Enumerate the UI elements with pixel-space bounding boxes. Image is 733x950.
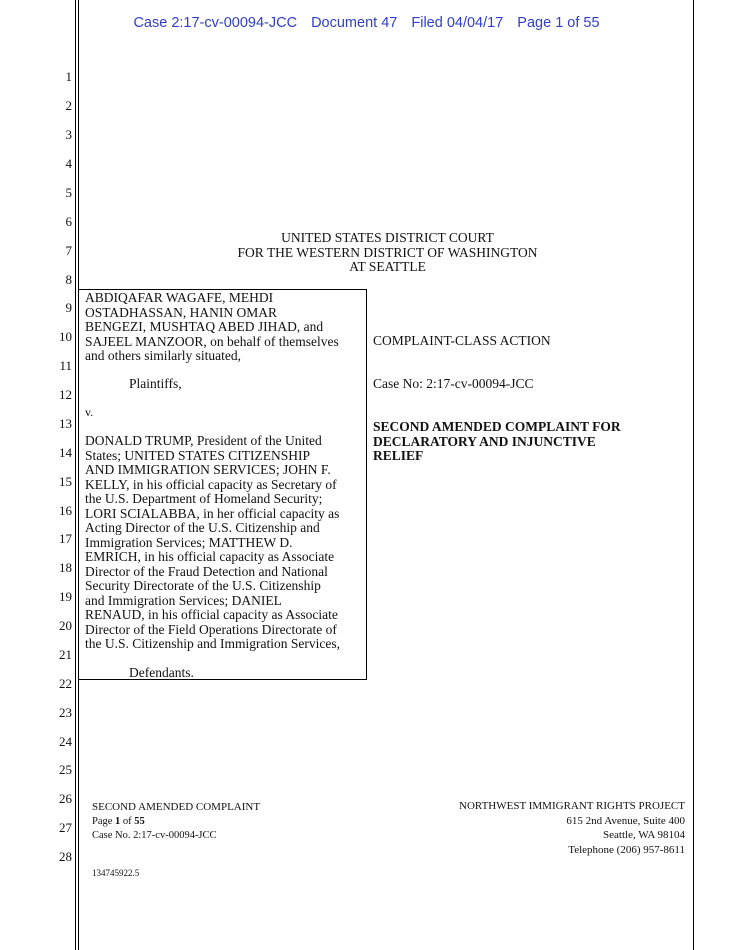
court-heading [150,231,625,275]
court-line-3: AT SEATTLE [349,259,426,274]
line-number: 14 [59,445,72,460]
line-number: 19 [59,589,72,604]
filing-header [0,15,733,31]
court-line-2: FOR THE WESTERN DISTRICT OF WASHINGTON [237,244,538,260]
defendants-line: LORI SCIALABBA, in her official capacity as [85,505,340,521]
line-number: 16 [59,503,72,518]
defendants-line: AND IMMIGRATION SERVICES; JOHN F. [85,462,331,477]
defendants-label: Defendants. [129,665,194,680]
plaintiffs-line: BENGEZI, MUSHTAQ ABED JIHAD, and [85,319,324,334]
line-number: 23 [59,705,72,720]
line-number: 18 [59,560,72,575]
defendants-line: the U.S. Department of Homeland Security; [85,491,323,506]
defendants-line: EMRICH, in his official capacity as Associate [85,549,335,564]
defendants-line: KELLY, in his official capacity as Secretary of [85,476,337,492]
line-number: 20 [59,618,72,633]
footer-address-1: 615 2nd Avenue, Suite 400 [566,814,685,827]
line-number: 25 [59,762,72,777]
document-title [373,420,673,464]
line-number: 3 [65,127,72,142]
case-number: Case No: 2:17-cv-00094-JCC [373,376,534,391]
line-number: 9 [65,300,72,315]
line-number: 8 [65,272,72,287]
plaintiffs-line: OSTADHASSAN, HANIN OMAR [85,304,278,320]
plaintiffs-line: and others similarly situated, [85,348,241,363]
line-number: 10 [59,329,72,344]
plaintiffs-line: ABDIQAFAR WAGAFE, MEHDI [85,290,274,305]
footer-address-2: Seattle, WA 98104 [603,829,685,841]
line-number: 11 [59,358,72,373]
footer-title: SECOND AMENDED COMPLAINT [92,801,261,813]
document-title-line: SECOND AMENDED COMPLAINT FOR [373,419,621,434]
header-page: Page 1 of 55 [517,15,600,31]
line-number: 15 [59,474,72,489]
plaintiffs-line: SAJEEL MANZOOR, on behalf of themselves [85,333,339,349]
line-number: 26 [59,791,72,806]
header-filed: Filed 04/04/17 [411,15,504,31]
footer-case-number: Case No. 2:17-cv-00094-JCC [92,830,217,841]
court-line-1: UNITED STATES DISTRICT COURT [281,230,494,245]
defendants-line: Security Directorate of the U.S. Citizenship [85,578,321,593]
line-number: 28 [59,849,72,864]
footer-right [380,799,685,857]
document-title-line: RELIEF [373,448,424,463]
line-number: 5 [65,185,72,200]
defendants-line: Director of the Field Operations Directorate of [85,621,337,637]
line-number: 7 [65,243,72,258]
footer-org: NORTHWEST IMMIGRANT RIGHTS PROJECT [459,800,685,812]
versus: v. [85,405,94,419]
line-number: 27 [59,820,72,835]
plaintiffs-block [85,291,363,364]
header-document: Document 47 [311,15,398,31]
header-case: Case 2:17-cv-00094-JCC [133,15,298,31]
complaint-type: COMPLAINT-CLASS ACTION [373,333,551,348]
defendants-line: Immigration Services; MATTHEW D. [85,534,293,550]
left-margin-rule-outer [75,0,76,950]
footer-phone: Telephone (206) 957-8611 [568,843,685,856]
line-number: 17 [59,531,72,546]
defendants-line: the U.S. Citizenship and Immigration Services, [85,636,340,651]
plaintiffs-label: Plaintiffs, [129,376,182,391]
document-id: 134745922.5 [92,868,140,878]
defendants-block [85,434,363,652]
line-number: 12 [59,387,72,402]
line-number: 21 [59,647,72,662]
defendants-line: RENAUD, in his official capacity as Associate [85,607,338,622]
right-margin-rule [693,0,694,950]
line-number: 24 [59,734,72,749]
footer-page: Page 1 of 55 [92,815,145,827]
line-number: 4 [65,156,72,171]
line-number: 6 [65,214,72,229]
line-number: 13 [59,416,72,431]
footer-left [92,800,352,844]
defendants-line: States; UNITED STATES CITIZENSHIP [85,447,311,463]
line-number: 2 [65,98,72,113]
defendants-line: DONALD TRUMP, President of the United [85,433,322,448]
defendants-line: Director of the Fraud Detection and National [85,563,328,579]
document-title-line: DECLARATORY AND INJUNCTIVE [373,433,596,449]
line-number: 22 [59,676,72,691]
defendants-line: Acting Director of the U.S. Citizenship and [85,520,320,535]
defendants-line: and Immigration Services; DANIEL [85,592,282,608]
line-number: 1 [65,69,72,84]
